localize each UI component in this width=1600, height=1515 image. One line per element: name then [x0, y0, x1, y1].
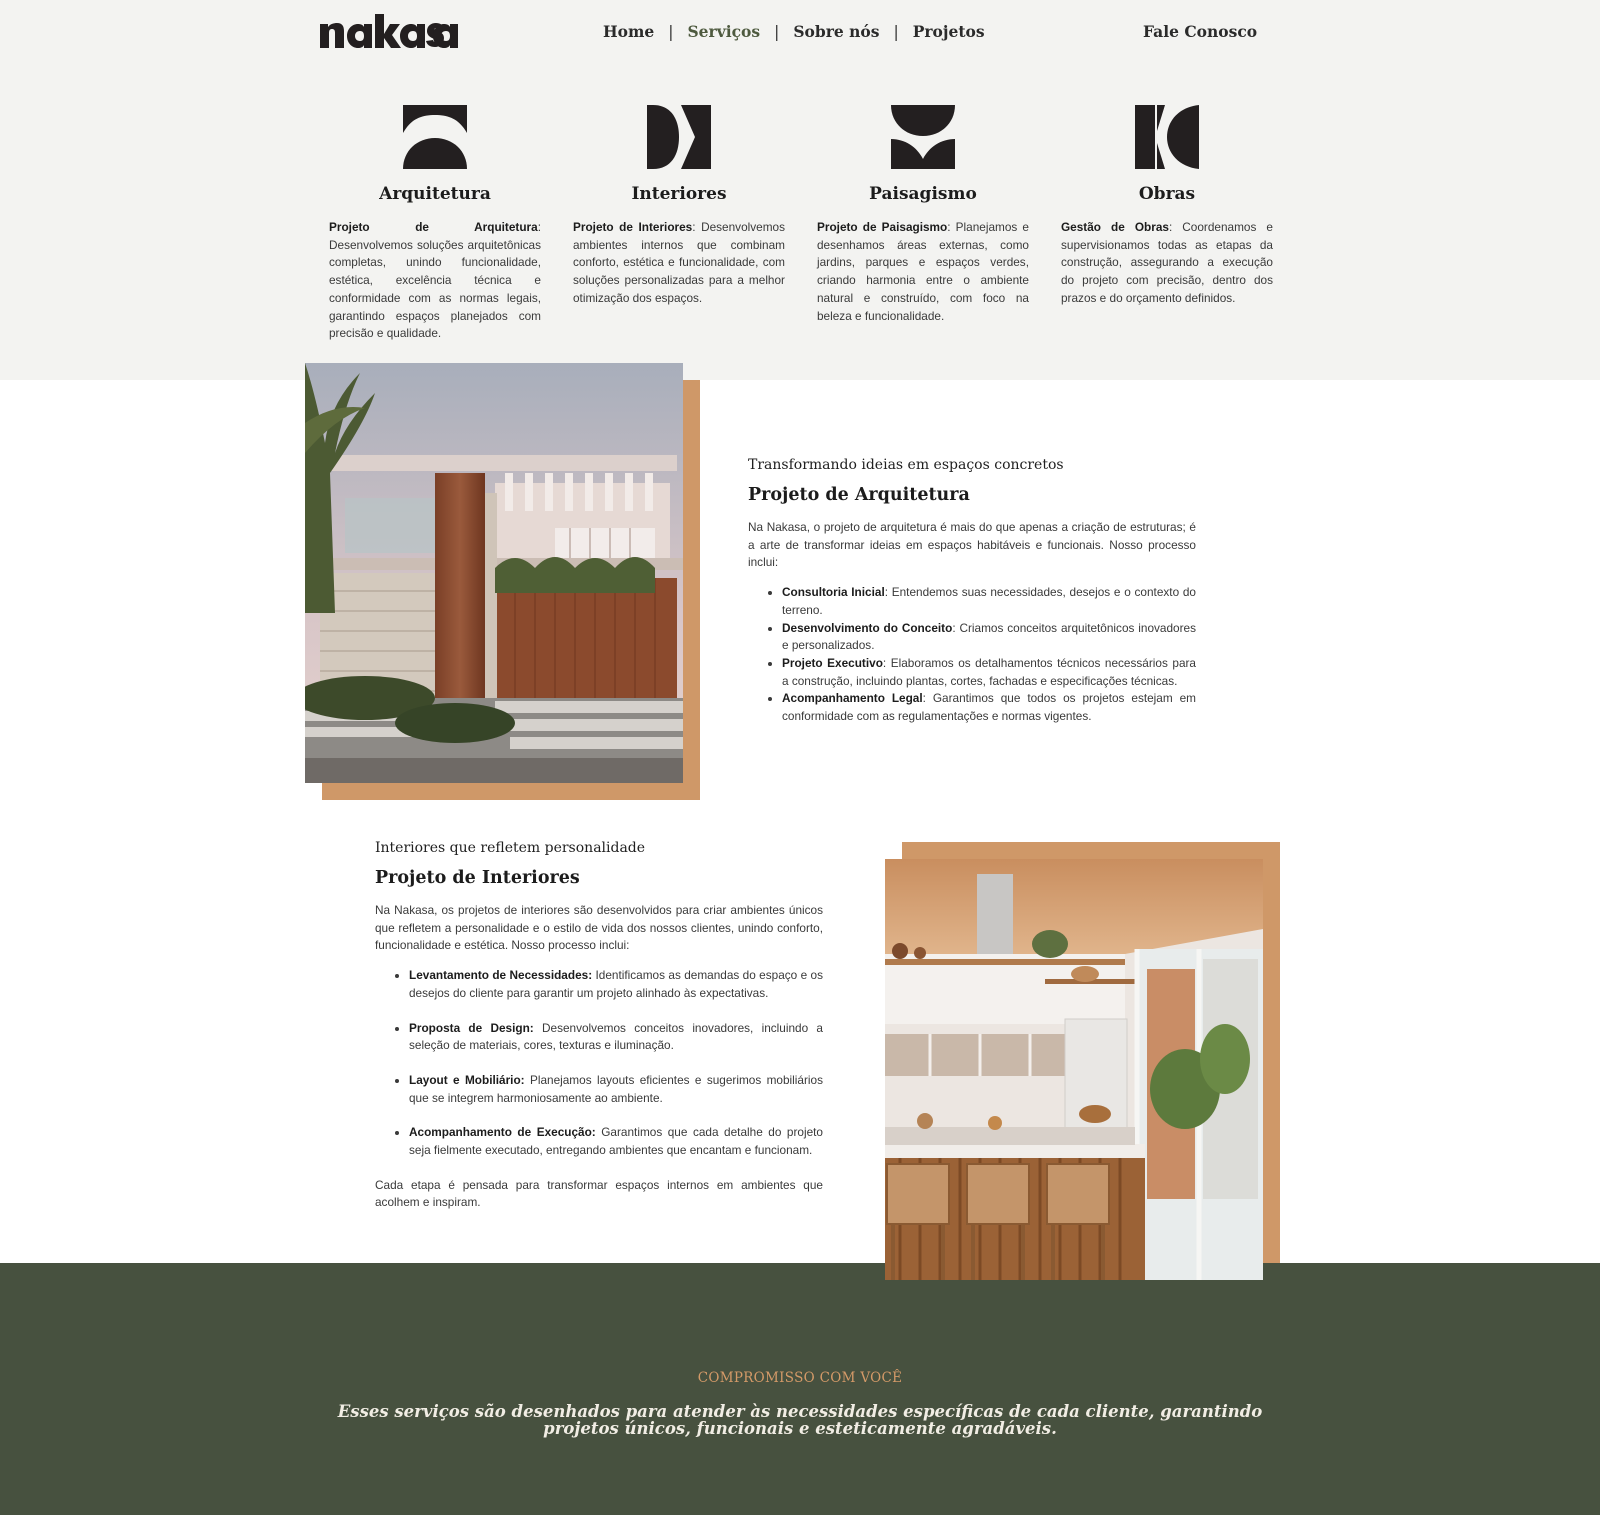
- service-card-obras: [1061, 105, 1273, 308]
- nav-servicos[interactable]: Serviços: [687, 22, 761, 41]
- service-description: Projeto de Interiores: Desenvolvemos ambientes internos que combinam conforto, estética e funcionalidade, com soluções personalizadas para a melhor otimização dos espaços.: [573, 220, 785, 305]
- service-card-paisagismo: [817, 105, 1029, 325]
- service-title: Obras: [1138, 184, 1196, 204]
- service-title: Paisagismo: [869, 184, 977, 204]
- list-item: • Layout e Mobiliário: Planejamos layouts eficientes e sugerimos mobiliários que se integrem harmoniosamente ao ambiente.: [409, 1072, 823, 1107]
- fale-conosco-link[interactable]: Fale Conosco: [1143, 22, 1258, 41]
- main-nav: [603, 22, 985, 41]
- nav-separator: |: [893, 22, 899, 41]
- list-item: • Desenvolvimento do Conceito: Criamos conceitos arquitetônicos inovadores e personalizados.: [782, 620, 1196, 655]
- service-description: Projeto de Paisagismo: Planejamos e desenhamos áreas externas, como jardins, parques e espaços verdes, criando harmonia entre o ambiente natural e construído, com foco na beleza e funcionalidade.: [817, 220, 1029, 323]
- footer-eyebrow: COMPROMISSO COM VOCÊ: [697, 1370, 903, 1386]
- obras-shape-icon: [1135, 105, 1199, 169]
- interiores-section-text: [375, 840, 823, 1212]
- interiores-shape-icon: [647, 105, 711, 169]
- section-title: Projeto de Interiores: [375, 868, 580, 888]
- service-description: Projeto de Arquitetura: Desenvolvemos soluções arquitetônicas completas, unindo funcionalidade, estética, excelência técnica e conformidade com as normas legais, garantindo espaços planejados com precisão e qualidade.: [329, 220, 541, 341]
- list-item: • Projeto Executivo: Elaboramos os detalhamentos técnicos necessários para a construção, incluindo plantas, cortes, fachadas e especificações técnicas.: [782, 655, 1196, 690]
- service-title: Arquitetura: [379, 184, 491, 204]
- services-top-section: [0, 0, 1600, 380]
- nav-separator: |: [668, 22, 674, 41]
- nav-separator: |: [774, 22, 780, 41]
- process-list: [375, 967, 823, 1160]
- service-card-interiores: [573, 105, 785, 308]
- list-item: • Acompanhamento de Execução: Garantimos que cada detalhe do projeto seja fielmente executado, entregando ambientes que encantam e funcionam.: [409, 1124, 823, 1159]
- service-title: Interiores: [631, 184, 727, 204]
- list-item: • Acompanhamento Legal: Garantimos que todos os projetos estejam em conformidade com as regulamentações e normas vigentes.: [782, 690, 1196, 725]
- paisagismo-shape-icon: [891, 105, 955, 169]
- section-eyebrow: Interiores que refletem personalidade: [375, 840, 646, 856]
- footer-band: [0, 1263, 1600, 1515]
- nakasa-logo[interactable]: [320, 14, 460, 50]
- service-card-arquitetura: [329, 105, 541, 343]
- nav-projetos[interactable]: Projetos: [912, 22, 985, 41]
- nav-home[interactable]: Home: [603, 22, 655, 41]
- footer-statement: Esses serviços são desenhados para atender às necessidades específicas de cada cliente, garantindo projetos únicos, funcionais e esteticamente agradáveis.: [337, 1402, 1263, 1438]
- section-body: Na Nakasa, os projetos de interiores são desenvolvidos para criar ambientes únicos que refletem a personalidade e o estilo de vida dos nossos clientes, unindo conforto, funcionalidade e estética. Nosso processo inclui:: [375, 903, 823, 953]
- kitchen-interior-image: [885, 859, 1263, 1280]
- section-closing: Cada etapa é pensada para transformar espaços internos em ambientes que acolhem e inspiram.: [375, 1177, 823, 1210]
- process-list: [748, 584, 1196, 726]
- house-facade-image: [305, 363, 683, 783]
- section-body: Na Nakasa, o projeto de arquitetura é mais do que apenas a criação de estruturas; é a arte de transformar ideias em espaços habitáveis e funcionais. Nosso processo inclui:: [748, 520, 1196, 570]
- arquitetura-section-text: [748, 457, 1196, 726]
- section-title: Projeto de Arquitetura: [748, 485, 970, 505]
- arquitetura-shape-icon: [403, 105, 467, 169]
- list-item: • Consultoria Inicial: Entendemos suas necessidades, desejos e o contexto do terreno.: [782, 584, 1196, 619]
- service-description: Gestão de Obras: Coordenamos e supervisionamos todas as etapas da construção, assegurando a execução do projeto com precisão, dentro dos prazos e do orçamento definidos.: [1061, 220, 1273, 305]
- list-item: • Proposta de Design: Desenvolvemos conceitos inovadores, incluindo a seleção de materiais, cores, texturas e iluminação.: [409, 1020, 823, 1055]
- nav-sobre-nos[interactable]: Sobre nós: [793, 22, 880, 41]
- section-eyebrow: Transformando ideias em espaços concretos: [748, 457, 1064, 473]
- list-item: • Levantamento de Necessidades: Identificamos as demandas do espaço e os desejos do cliente para garantir um projeto alinhado às expectativas.: [409, 967, 823, 1002]
